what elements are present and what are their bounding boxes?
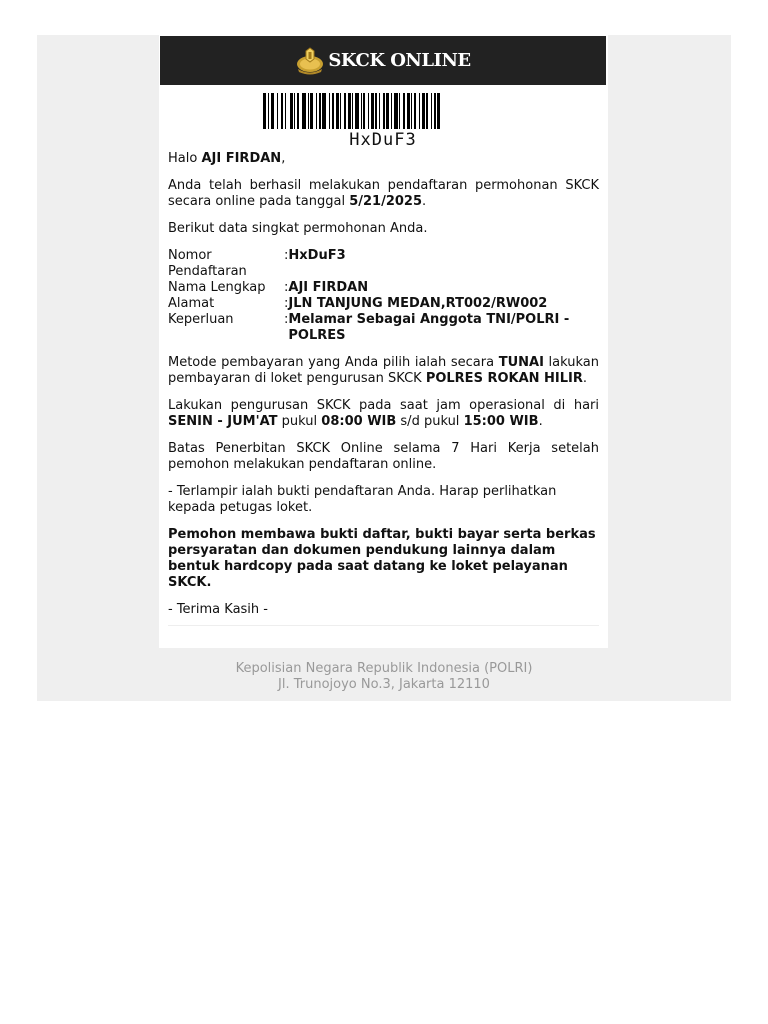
barcode-bar	[403, 93, 405, 129]
footer-org: Kepolisian Negara Republik Indonesia (POLRI)	[235, 661, 533, 676]
detail-label: Keperluan	[168, 312, 234, 327]
barcode-bar	[332, 93, 334, 129]
detail-value: AJI FIRDAN	[288, 280, 369, 295]
barcode-bar	[375, 93, 377, 129]
barcode-bar	[322, 93, 326, 129]
barcode-bar	[348, 93, 351, 129]
barcode-bar	[352, 93, 353, 129]
detail-value: JLN TANJUNG MEDAN,RT002/RW002	[288, 296, 548, 311]
detail-value: HxDuF3	[288, 248, 346, 263]
intro-text: Anda telah berhasil melakukan pendaftaran permohonan SKCK secara online pada tanggal	[168, 178, 599, 209]
time-start: 08:00 WIB	[321, 414, 397, 429]
email-background	[37, 35, 731, 701]
barcode-bar	[294, 93, 295, 129]
header-banner	[160, 36, 606, 85]
email-card	[159, 35, 608, 648]
intro-paragraph	[168, 178, 599, 210]
barcode-bar	[437, 93, 440, 129]
barcode-bar	[383, 93, 385, 129]
barcode-bar	[407, 93, 410, 129]
barcode-bar	[336, 93, 339, 129]
detail-separator: :	[284, 248, 289, 263]
barcode-bar	[344, 93, 346, 129]
barcode-code: HxDuF3	[349, 130, 417, 150]
barcode-bar	[434, 93, 436, 129]
detail-row	[168, 248, 599, 280]
barcode-bar	[363, 93, 365, 129]
barcode-bar	[361, 93, 362, 129]
greeting-suffix: ,	[281, 151, 286, 166]
barcode-bar	[319, 93, 321, 129]
barcode-bar	[297, 93, 299, 129]
summary-intro: Berikut data singkat permohonan Anda.	[168, 221, 428, 236]
barcode-bar	[308, 93, 309, 129]
logo-text: SKCK ONLINE	[328, 50, 471, 71]
detail-row	[168, 296, 599, 312]
barcode	[263, 93, 503, 129]
barcode-bar	[316, 93, 317, 129]
barcode-bar	[302, 93, 306, 129]
detail-separator: :	[284, 280, 289, 295]
detail-value: Melamar Sebagai Anggota TNI/POLRI - POLRES	[288, 312, 570, 343]
detail-separator: :	[284, 296, 289, 311]
barcode-bar	[414, 93, 416, 129]
barcode-bar	[368, 93, 369, 129]
hours-text-3: s/d pukul	[396, 414, 464, 429]
applicant-name: AJI FIRDAN	[201, 151, 282, 166]
time-end: 15:00 WIB	[463, 414, 539, 429]
closing: - Terima Kasih -	[168, 602, 268, 617]
barcode-bar	[379, 93, 380, 129]
barcode-bar	[281, 93, 283, 129]
detail-label: Nama Lengkap	[168, 280, 266, 295]
deadline-paragraph: Batas Penerbitan SKCK Online selama 7 Hari Kerja setelah pemohon melakukan pendaftaran online.	[168, 441, 599, 472]
polri-emblem-icon	[295, 47, 325, 75]
barcode-bar	[371, 93, 374, 129]
barcode-bar	[329, 93, 330, 129]
operating-days: SENIN - JUM'AT	[168, 414, 278, 429]
detail-label: Nomor Pendaftaran	[168, 248, 247, 279]
letter-body	[168, 151, 599, 629]
detail-row	[168, 280, 599, 296]
barcode-bar	[386, 93, 389, 129]
footer	[37, 661, 731, 693]
barcode-bar	[426, 93, 428, 129]
greeting-prefix: Halo	[168, 151, 202, 166]
detail-label: Alamat	[168, 296, 215, 311]
barcode-bar	[431, 93, 432, 129]
payment-text-2: lakukan pembayaran di loket pengurusan SKCK	[168, 355, 599, 386]
registration-date: 5/21/2025	[349, 194, 423, 209]
payment-text: Metode pembayaran yang Anda pilih ialah secara	[168, 355, 499, 370]
payment-paragraph	[168, 355, 599, 387]
barcode-bar	[391, 93, 392, 129]
footer-address: Jl. Trunojoyo No.3, Jakarta 12110	[278, 677, 490, 692]
details-table	[168, 248, 599, 344]
detail-row	[168, 312, 599, 344]
payment-end: .	[582, 371, 588, 386]
hours-end: .	[538, 414, 543, 429]
barcode-bar	[419, 93, 420, 129]
barcode-bar	[263, 93, 266, 129]
barcode-bar	[268, 93, 269, 129]
barcode-bar	[411, 93, 412, 129]
hours-paragraph	[168, 398, 599, 430]
office-name: POLRES ROKAN HILIR	[425, 371, 583, 386]
barcode-bar	[399, 93, 400, 129]
divider	[168, 625, 599, 626]
payment-method: TUNAI	[498, 355, 544, 370]
barcode-bar	[290, 93, 293, 129]
logo	[295, 47, 470, 75]
attachment-note: - Terlampir ialah bukti pendaftaran Anda. Harap perlihatkan kepada petugas loket.	[168, 484, 557, 515]
barcode-bar	[422, 93, 425, 129]
barcode-bar	[355, 93, 359, 129]
barcode-bar	[277, 93, 278, 129]
hours-text-2: pukul	[277, 414, 322, 429]
greeting	[168, 151, 599, 167]
barcode-bar	[310, 93, 313, 129]
requirements-text: Pemohon membawa bukti daftar, bukti bayar serta berkas persyaratan dan dokumen pendukung lainnya dalam bentuk hardcopy pada saat datang ke loket pelayanan SKCK.	[168, 527, 596, 590]
hours-text: Lakukan pengurusan SKCK pada saat jam operasional di hari	[168, 398, 599, 413]
barcode-bar	[285, 93, 286, 129]
intro-end: .	[422, 194, 427, 209]
detail-separator: :	[284, 312, 289, 327]
requirements-note	[168, 527, 599, 591]
barcode-bar	[271, 93, 274, 129]
barcode-bar	[394, 93, 398, 129]
barcode-bar	[340, 93, 341, 129]
